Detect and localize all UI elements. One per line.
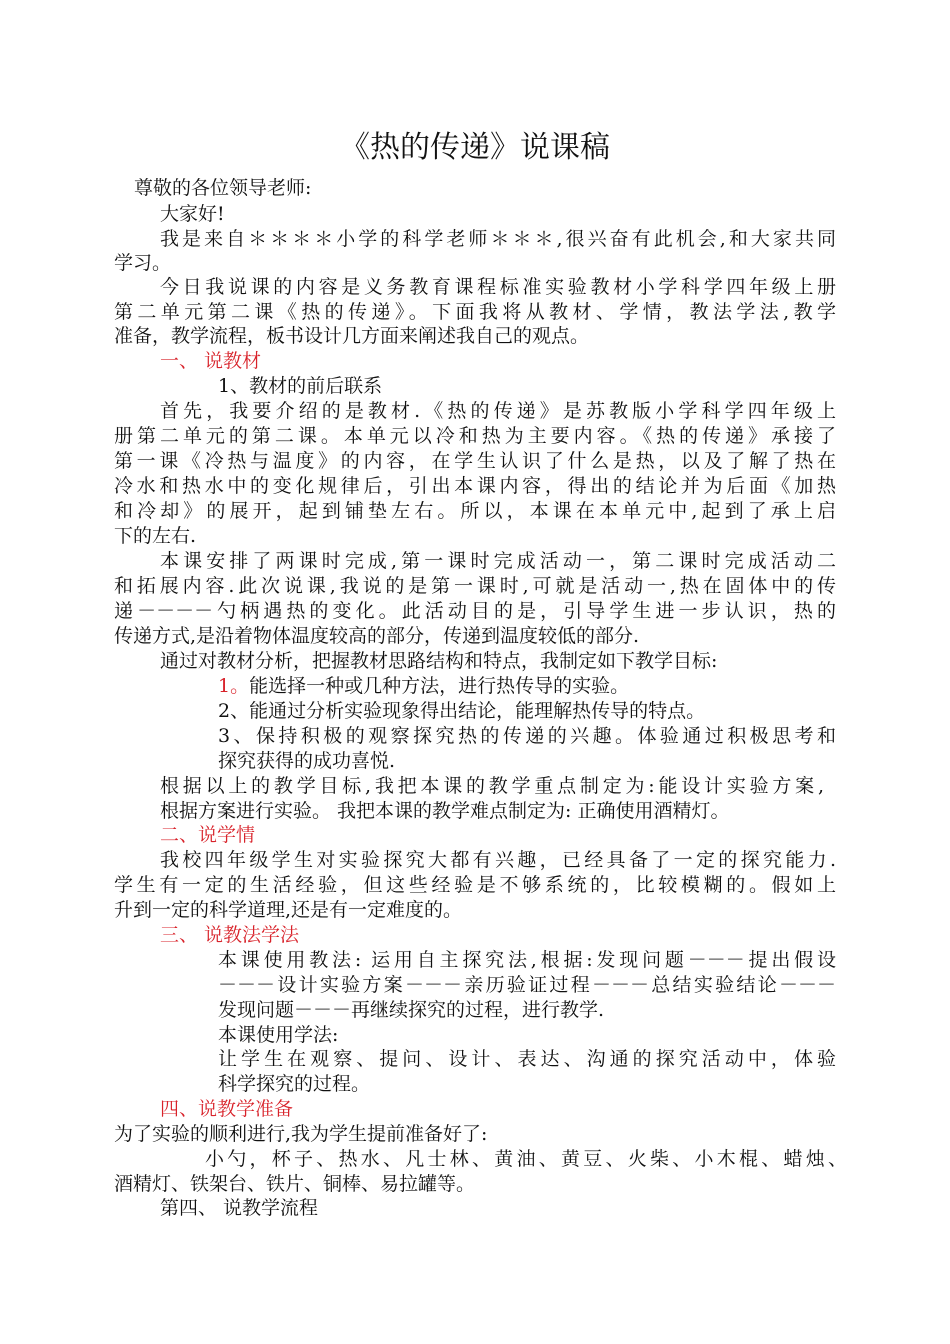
section5-heading: 第四、 说教学流程: [160, 1197, 319, 1219]
method-line-2: －－－设计实验方案－－－亲历验证过程－－－总结实验结论－－－: [218, 974, 836, 996]
keypoints-line-2: 根据方案进行实验。 我把本课的教学难点制定为: 正确使用酒精灯。: [160, 800, 730, 822]
method-line-1: 本课使用教法: 运用自主探究法,根据:发现问题－－－提出假设: [218, 949, 836, 971]
study-line-2: 科学探究的过程。: [218, 1073, 371, 1095]
section4-heading: 四、说教学准备: [160, 1098, 294, 1120]
intro-line-1: 我是来自＊＊＊＊小学的科学老师＊＊＊,很兴奋有此机会,和大家共同: [160, 228, 836, 250]
s2-para-line-2: 学生有一定的生活经验，但这些经验是不够系统的，比较模糊的。假如上: [114, 874, 836, 896]
section4-intro: 为了实验的顺利进行,我为学生提前准备好了:: [114, 1123, 488, 1145]
section2-heading: 二、说学情: [160, 824, 256, 846]
goal-1: [218, 674, 629, 699]
section3-heading: 三、 说教法学法: [160, 924, 300, 946]
goal-2: 2、能通过分析实验现象得出结论，能理解热传导的特点。: [218, 700, 706, 722]
overview-line-2: 第二单元第二课《热的传递》。下面我将从教材、学情，教法学法,教学: [114, 301, 836, 323]
s1-para1-line-4: 冷水和热水中的变化规律后，引出本课内容，得出的结论并为后面《加热: [114, 475, 836, 497]
s1-para2-line-1: 本课安排了两课时完成,第一课时完成活动一，第二课时完成活动二: [160, 550, 836, 572]
greeting: 尊敬的各位领导老师:: [134, 177, 312, 199]
s1-para1-line-1: 首先，我要介绍的是教材.《热的传递》是苏教版小学科学四年级上: [160, 400, 836, 422]
s1-para1-line-2: 册第二单元的第二课。本单元以冷和热为主要内容。《热的传递》承接了: [114, 425, 836, 447]
intro-line-2: 学习。: [114, 252, 172, 274]
study-line-1: 让学生在观察、提问、设计、表达、沟通的探究活动中，体验: [218, 1048, 836, 1070]
s1-para2-line-4: 传递方式,是沿着物体温度较高的部分，传递到温度较低的部分.: [114, 625, 640, 647]
s1-para1-line-3: 第一课《冷热与温度》的内容，在学生认识了什么是热，以及了解了热在: [114, 450, 836, 472]
s2-para-line-1: 我校四年级学生对实验探究大都有兴趣，已经具备了一定的探究能力.: [160, 849, 836, 871]
goals-intro: 通过对教材分析，把握教材思路结构和特点，我制定如下教学目标:: [160, 650, 718, 672]
s1-para1-line-5: 和冷却》的展开，起到铺垫左右。所以，本课在本单元中,起到了承上启: [114, 500, 836, 522]
section1-sub1: 1、教材的前后联系: [218, 375, 383, 397]
keypoints-line-1: 根据以上的教学目标,我把本课的教学重点制定为:能设计实验方案,: [160, 775, 824, 797]
s1-para2-line-3: 递－－－－勺柄遇热的变化。此活动目的是，引导学生进一步认识，热的: [114, 600, 836, 622]
s1-para2-line-2: 和拓展内容.此次说课,我说的是第一课时,可就是活动一,热在固体中的传: [114, 575, 836, 597]
hello: 大家好!: [160, 203, 225, 225]
goal-3-line-2: 探究获得的成功喜悦.: [218, 750, 396, 772]
method-line-3: 发现问题－－－再继续探究的过程，进行教学.: [218, 999, 605, 1021]
goal-3-line-1: 3、保持积极的观察探究热的传递的兴趣。体验通过积极思考和: [218, 725, 836, 747]
overview-line-1: 今日我说课的内容是义务教育课程标准实验教材小学科学四年级上册: [160, 276, 836, 298]
goal-1-text: 能选择一种或几种方法，进行热传导的实验。: [249, 675, 630, 697]
materials-line-1: 小勺，杯子、热水、凡士林、黄油、黄豆、火柴、小木棍、蜡烛、: [205, 1148, 847, 1170]
s2-para-line-3: 升到一定的科学道理,还是有一定难度的。: [114, 899, 463, 921]
goal-1-number: 1。: [218, 675, 250, 697]
section1-heading: 一、 说教材: [160, 350, 262, 372]
materials-line-2: 酒精灯、铁架台、铁片、铜棒、易拉罐等。: [114, 1173, 476, 1195]
document-title: 《热的传递》说课稿: [340, 130, 610, 165]
overview-line-3: 准备，教学流程，板书设计几方面来阐述我自己的观点。: [114, 325, 590, 347]
study-label: 本课使用学法:: [218, 1024, 339, 1046]
s1-para1-line-6: 下的左右.: [114, 525, 197, 547]
